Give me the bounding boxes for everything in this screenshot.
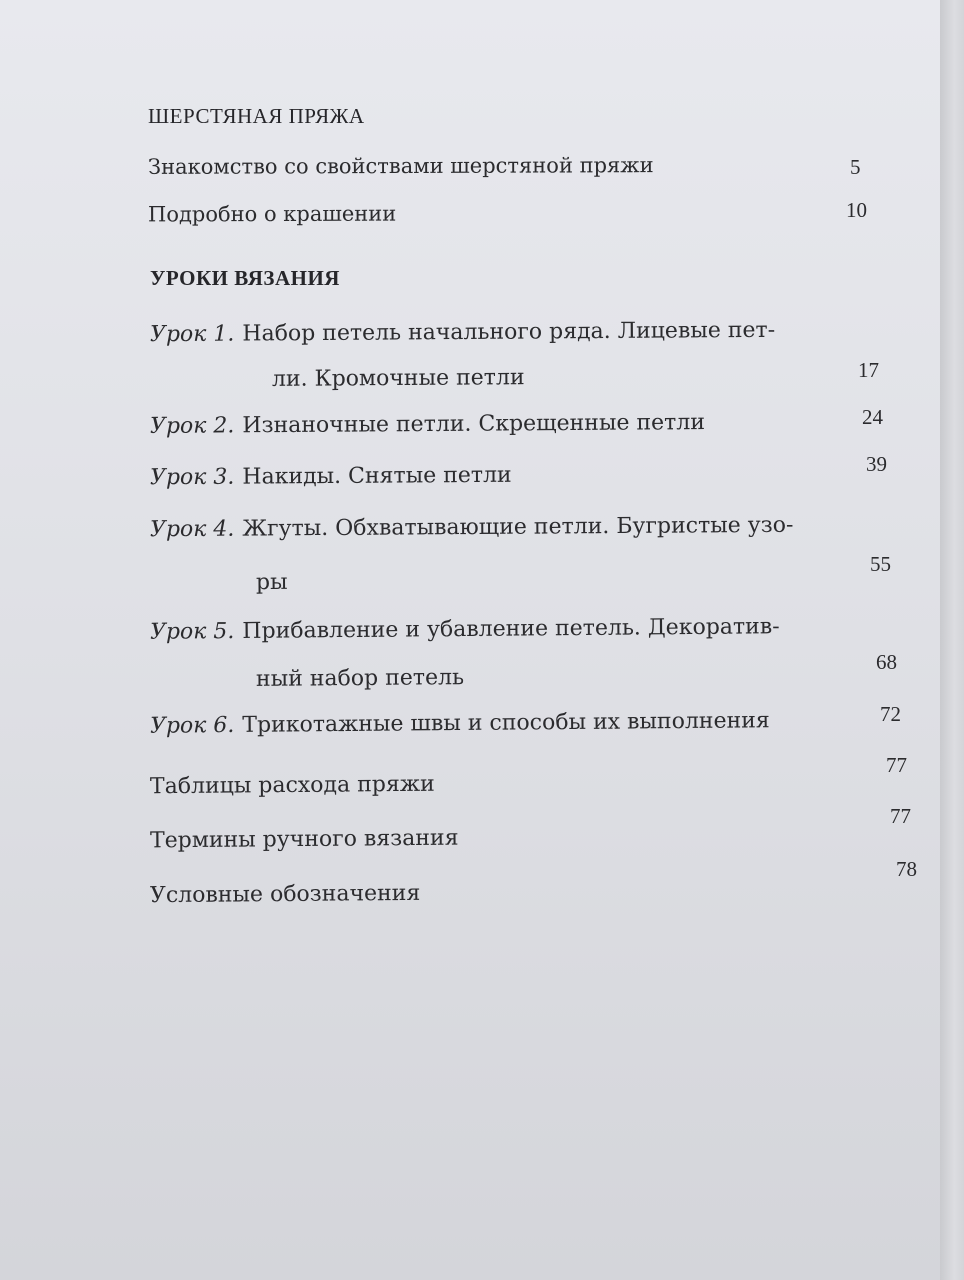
- toc-entry-text: ный набор петель: [255, 665, 465, 692]
- lesson-label: Урок 3.: [149, 464, 235, 491]
- toc-entry-lesson-6: [150, 708, 770, 738]
- toc-entry-lesson-4-continued: [256, 570, 288, 595]
- toc-page-number: 78: [896, 857, 917, 881]
- toc-entry-text: ли. Кромочные петли: [271, 365, 525, 392]
- toc-entry-text: Изнаночные петли. Скрещенные петли: [242, 410, 706, 439]
- section-heading-wool-yarn: ШЕРСТЯНАЯ ПРЯЖА: [148, 104, 365, 128]
- toc-page-number: 5: [850, 155, 861, 179]
- toc-entry-knitting-terms: [150, 826, 459, 854]
- toc-page-number: 77: [886, 753, 907, 777]
- toc-entry-text: Подробно о крашении: [147, 201, 397, 227]
- toc-entry-text: Трикотажные швы и способы их выполнения: [242, 708, 770, 738]
- toc-entry-lesson-3: [150, 463, 512, 491]
- section-heading-knitting-lessons: УРОКИ ВЯЗАНИЯ: [150, 266, 340, 290]
- toc-entry-lesson-2: [150, 410, 705, 439]
- toc-page-number: 68: [876, 650, 897, 674]
- lesson-label: Урок 1.: [149, 321, 235, 348]
- toc-entry-text: Условные обозначения: [149, 880, 421, 909]
- toc-page-number: 17: [858, 358, 879, 382]
- lesson-label: Урок 4.: [149, 516, 235, 543]
- toc-entry-text: Таблицы расхода пряжи: [149, 771, 435, 800]
- toc-entry-text: Прибавление и убавление петель. Декоратив-: [242, 614, 780, 644]
- toc-page-number: 77: [890, 804, 911, 828]
- toc-entry-dyeing: [148, 202, 396, 227]
- toc-entry-lesson-5: [150, 614, 780, 644]
- toc-entry-lesson-1-continued: [272, 365, 525, 392]
- toc-entry-lesson-1: [150, 318, 775, 347]
- toc-entry-text: Жгуты. Обхватывающие петли. Бугристые узо-: [242, 512, 794, 542]
- toc-entry-text: Термины ручного вязания: [149, 825, 459, 854]
- toc-page-number: 24: [862, 405, 883, 429]
- toc-entry-yarn-tables: [150, 772, 435, 799]
- toc-entry-text: ры: [255, 569, 288, 596]
- toc-entry-legend: [150, 881, 421, 908]
- lesson-label: Урок 6.: [149, 712, 235, 739]
- toc-entry-text: Набор петель начального ряда. Лицевые пет-: [242, 317, 776, 347]
- lesson-label: Урок 5.: [149, 619, 235, 645]
- toc-page-number: 10: [846, 198, 867, 222]
- page-edge: [940, 0, 964, 1280]
- toc-entry-lesson-4: [150, 513, 794, 542]
- toc-entry-text: Накиды. Снятые петли: [242, 462, 512, 490]
- toc-entry-lesson-5-continued: [256, 665, 464, 692]
- toc-page-number: 55: [870, 552, 891, 576]
- lesson-label: Урок 2.: [149, 413, 235, 439]
- toc-page-number: 39: [866, 452, 887, 476]
- toc-page-number: 72: [880, 702, 901, 726]
- toc-entry-wool-properties: [148, 153, 654, 179]
- toc-entry-text: Знакомство со свойствами шерстяной пряжи: [147, 153, 654, 179]
